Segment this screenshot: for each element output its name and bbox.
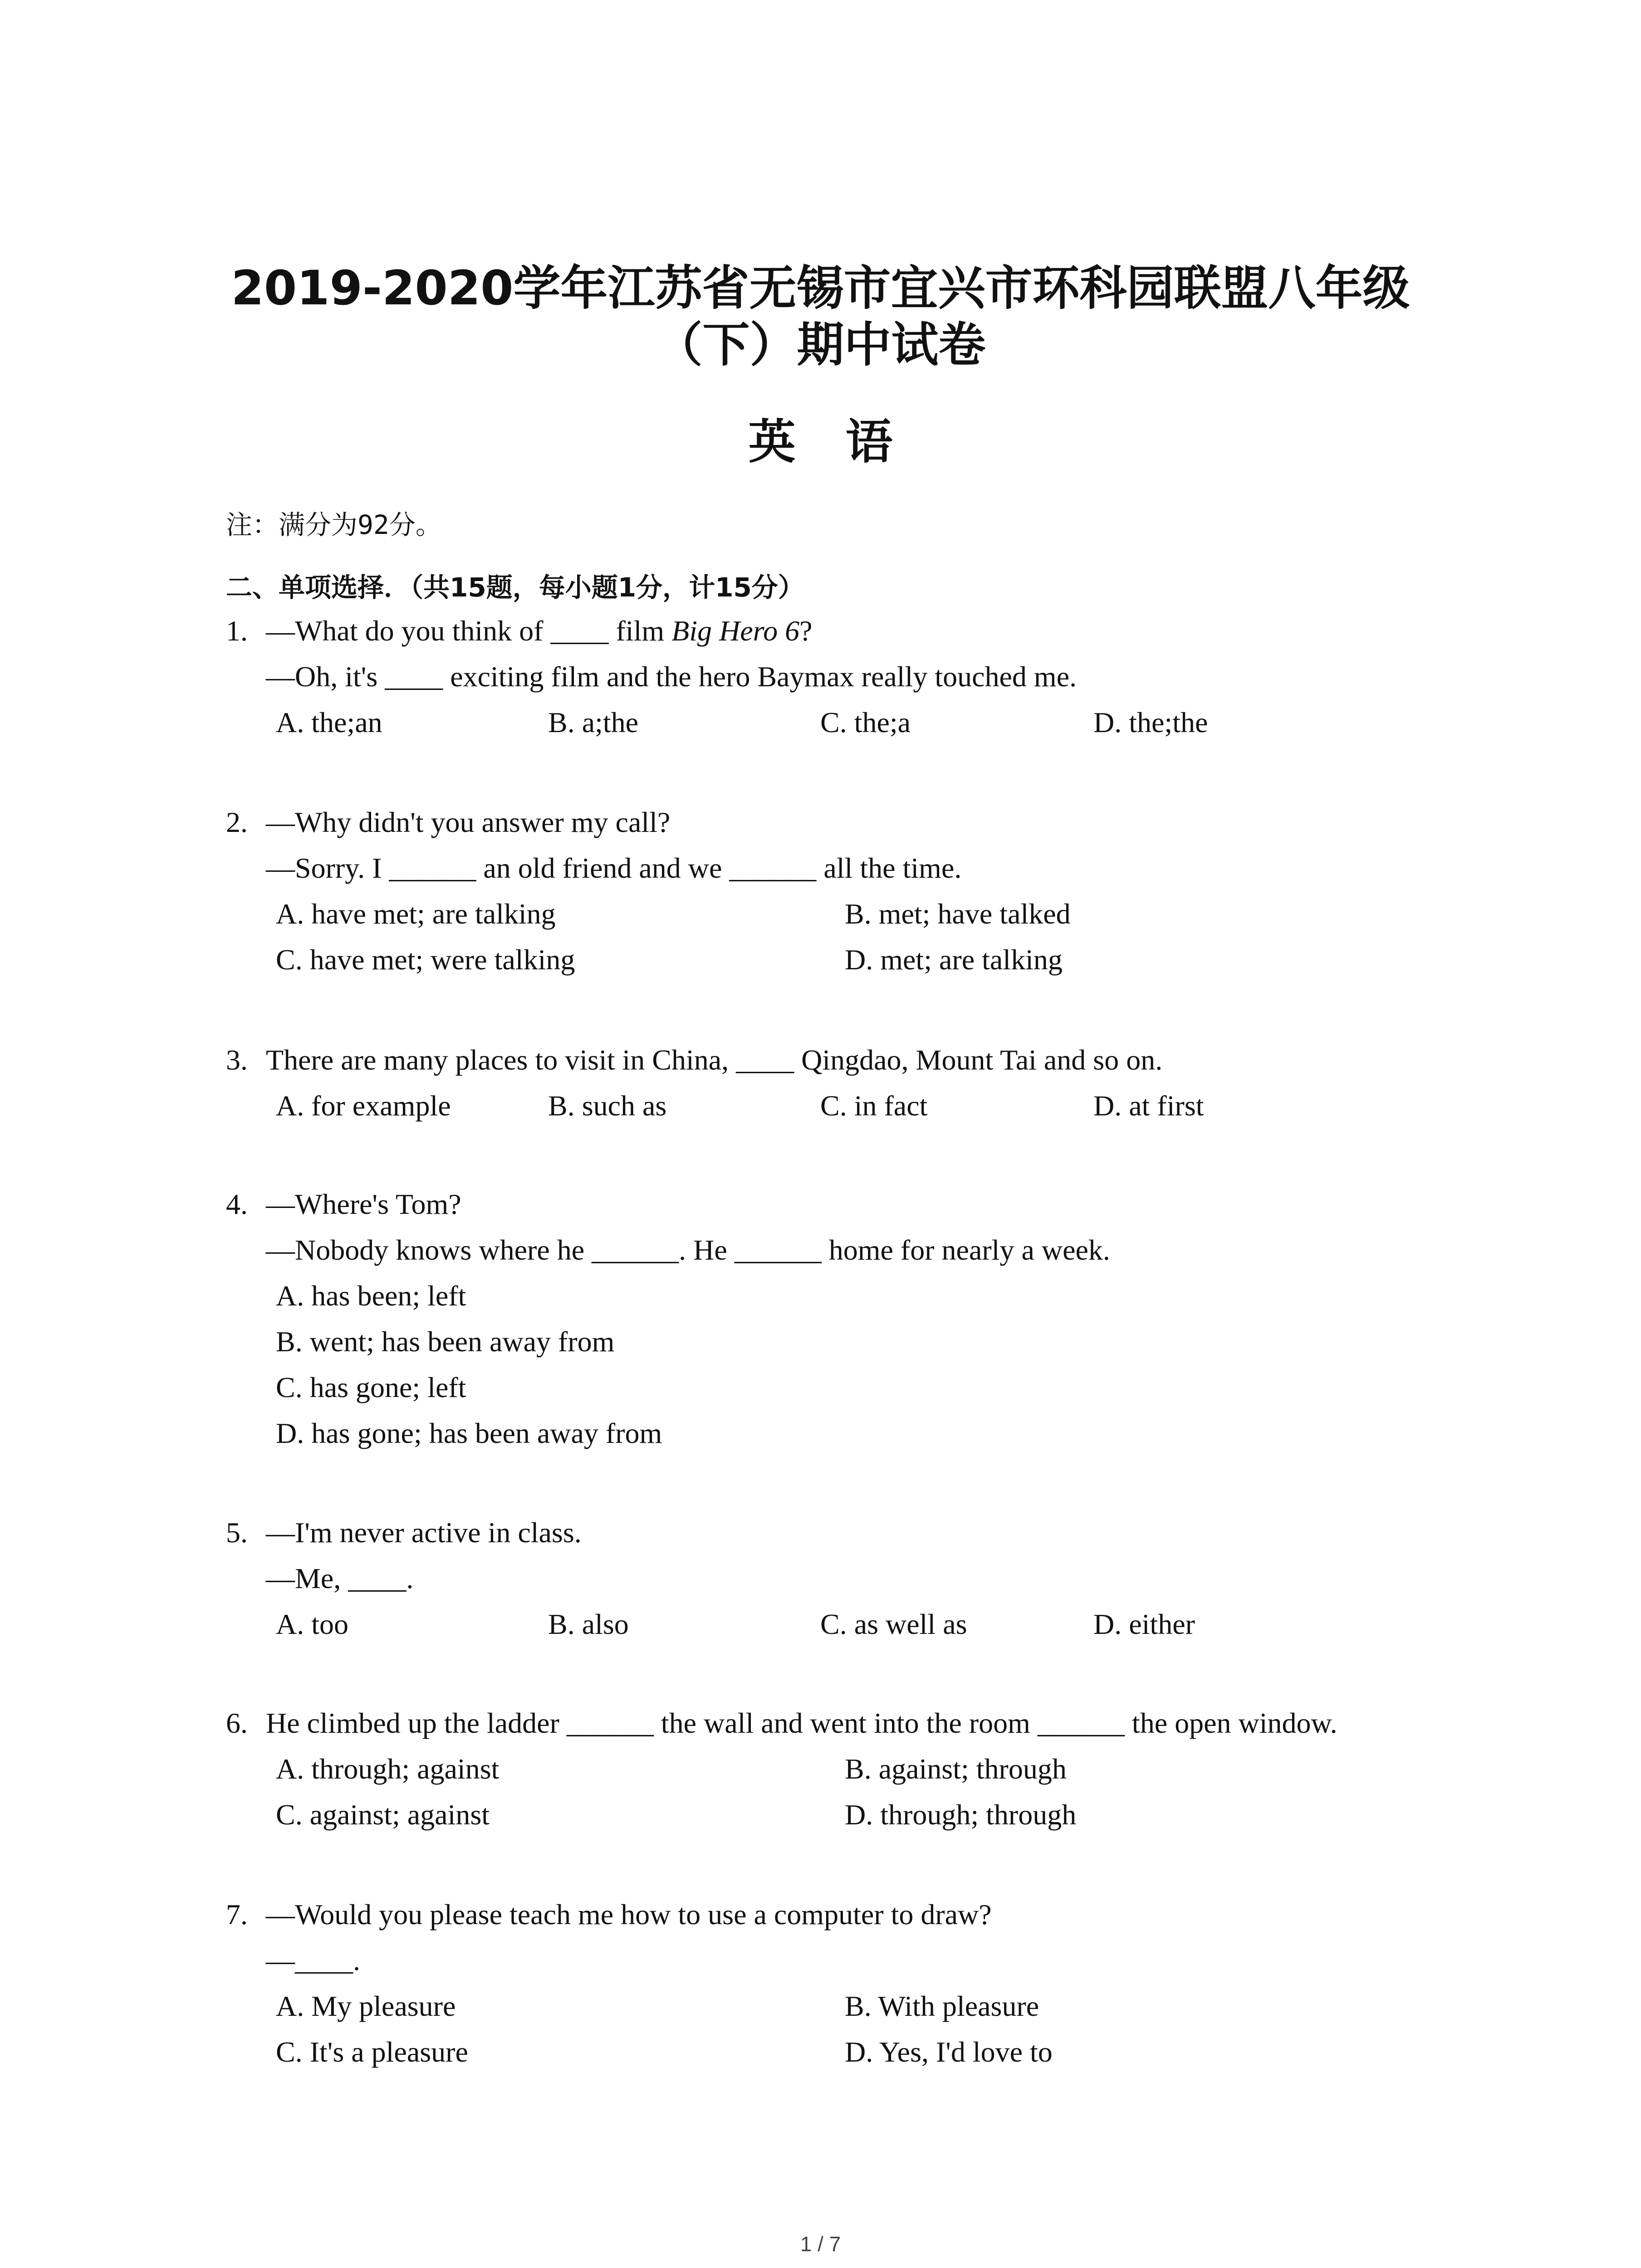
option-d[interactable]: D. through; through [845, 1799, 1077, 1831]
question-stem-line [226, 1181, 1587, 1227]
option-d[interactable]: D. Yes, I'd love to [845, 2036, 1053, 2068]
question-text: —What do you think of ____ film [266, 615, 672, 647]
question-text: ? [799, 615, 813, 647]
options-row [226, 1792, 1587, 1838]
question-stem-line: —Oh, it's ____ exciting film and the hero Baymax really touched me. [266, 660, 1077, 693]
option-c[interactable]: C. in fact [820, 1090, 928, 1122]
question-text: —Where's Tom? [266, 1188, 461, 1220]
option-d[interactable]: D. the;the [1093, 706, 1208, 738]
option-b[interactable]: B. a;the [548, 706, 639, 738]
question-2 [226, 799, 1587, 982]
question-text: —Would you please teach me how to use a computer to draw? [266, 1898, 992, 1931]
question-6 [226, 1700, 1587, 1838]
option-c[interactable]: C. It's a pleasure [276, 2036, 468, 2068]
question-1 [226, 608, 1587, 745]
film-title: Big Hero 6 [671, 615, 800, 647]
option-d[interactable]: D. either [1093, 1608, 1195, 1640]
question-stem-line: —____. [266, 1944, 360, 1976]
question-number: 1. [226, 615, 248, 647]
question-text: He climbed up the ladder ______ the wall and went into the room ______ the open window. [266, 1707, 1337, 1739]
question-stem-line [226, 1037, 1587, 1083]
option-b[interactable]: B. such as [548, 1090, 667, 1122]
question-stem-line [226, 1700, 1587, 1746]
option-c[interactable]: C. have met; were talking [276, 943, 575, 976]
option-b[interactable]: B. also [548, 1608, 629, 1640]
options-row [226, 699, 1587, 745]
question-stem-line: —Me, ____. [266, 1562, 414, 1594]
section-heading: 二、单项选择．（共15题，每小题1分，计15分） [226, 572, 804, 603]
exam-title-line-2: （下）期中试卷 [655, 317, 986, 372]
option-a[interactable]: A. for example [276, 1090, 451, 1122]
option-d[interactable]: D. at first [1093, 1090, 1204, 1122]
question-number: 7. [226, 1898, 248, 1931]
question-stem-line: —Sorry. I ______ an old friend and we ______ all the time. [266, 852, 962, 884]
question-number: 3. [226, 1044, 248, 1076]
option-b[interactable]: B. went; has been away from [276, 1325, 615, 1358]
option-c[interactable]: C. against; against [276, 1799, 490, 1831]
option-a[interactable]: A. through; against [276, 1753, 500, 1785]
option-c[interactable]: C. has gone; left [276, 1371, 466, 1403]
question-stem-line [226, 1510, 1587, 1555]
page-number: 1 / 7 [800, 2232, 841, 2256]
options-row [226, 1601, 1587, 1647]
option-c[interactable]: C. as well as [820, 1608, 967, 1640]
options-row [226, 2029, 1587, 2075]
question-number: 6. [226, 1707, 248, 1739]
question-stem-line [226, 1892, 1587, 1937]
option-b[interactable]: B. With pleasure [845, 1990, 1039, 2022]
option-c[interactable]: C. the;a [820, 706, 911, 738]
question-text: There are many places to visit in China, ____ Qingdao, Mount Tai and so on. [266, 1044, 1163, 1076]
subject-heading: 英语 [748, 414, 943, 469]
option-a[interactable]: A. My pleasure [276, 1990, 456, 2022]
option-b[interactable]: B. against; through [845, 1753, 1067, 1785]
question-4 [226, 1181, 1587, 1456]
option-d[interactable]: D. met; are talking [845, 943, 1063, 976]
question-number: 5. [226, 1516, 248, 1549]
question-text: —I'm never active in class. [266, 1516, 582, 1549]
options-row [226, 1746, 1587, 1792]
options-row [226, 1083, 1587, 1129]
score-note: 注：满分为92分。 [226, 509, 442, 540]
options-row [226, 1983, 1587, 2029]
option-a[interactable]: A. too [276, 1608, 348, 1640]
question-3 [226, 1037, 1587, 1129]
options-row [226, 937, 1587, 982]
options-row [226, 891, 1587, 937]
question-number: 2. [226, 806, 248, 838]
question-5 [226, 1510, 1587, 1647]
option-a[interactable]: A. have met; are talking [276, 898, 556, 930]
option-d[interactable]: D. has gone; has been away from [276, 1417, 662, 1449]
question-stem-line [226, 608, 1587, 654]
question-text: —Why didn't you answer my call? [266, 806, 671, 838]
option-a[interactable]: A. has been; left [276, 1280, 466, 1312]
question-stem-line [226, 799, 1587, 845]
question-number: 4. [226, 1188, 248, 1220]
question-7 [226, 1892, 1587, 2075]
question-stem-line: —Nobody knows where he ______. He ______ home for nearly a week. [266, 1234, 1110, 1266]
option-a[interactable]: A. the;an [276, 706, 382, 738]
option-b[interactable]: B. met; have talked [845, 898, 1071, 930]
exam-title-line-1: 2019-2020学年江苏省无锡市宜兴市环科园联盟八年级 [231, 260, 1410, 316]
